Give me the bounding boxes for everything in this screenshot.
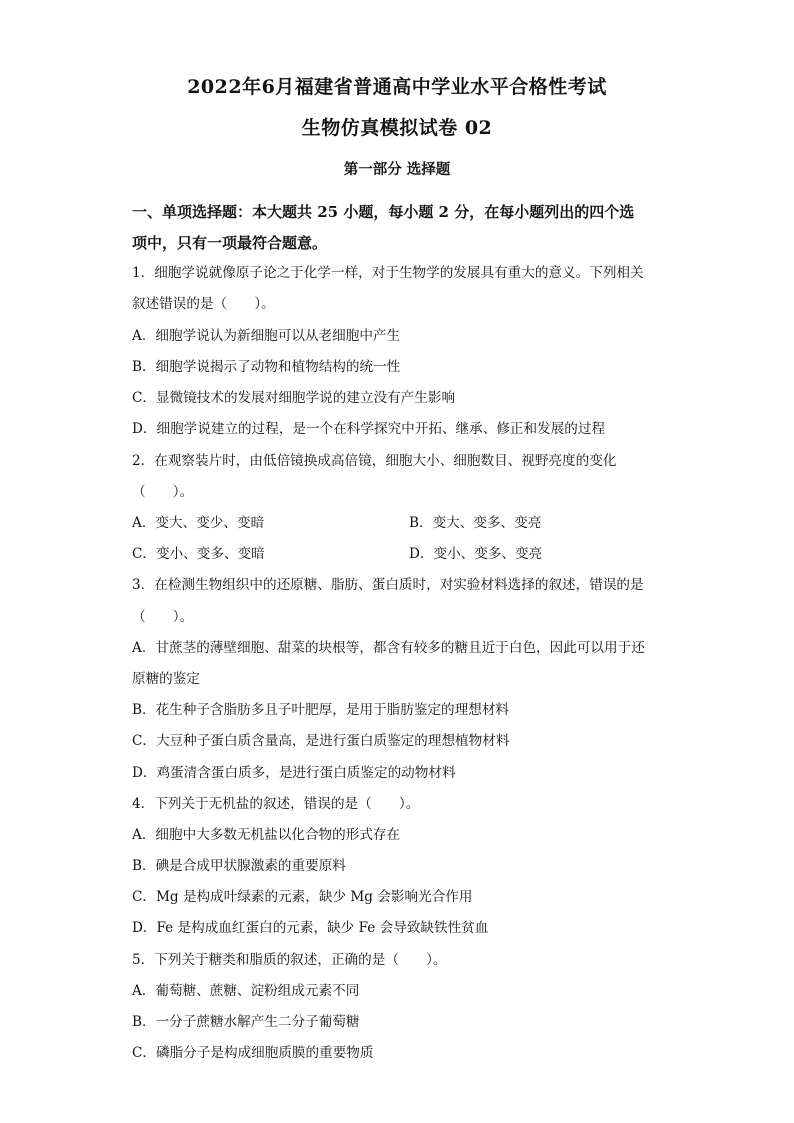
- q4-option-b: B．碘是合成甲状腺激素的重要原料: [132, 858, 346, 874]
- q3-option-a-line1: A．甘蔗茎的薄壁细胞、甜菜的块根等，都含有较多的糖且近于白色，因此可以用于还: [132, 640, 645, 656]
- q4-option-c: C．Mg 是构成叶绿素的元素，缺少 Mg 会影响光合作用: [132, 889, 473, 905]
- q4-option-a: A．细胞中大多数无机盐以化合物的形式存在: [132, 827, 401, 843]
- q3-option-d: D．鸡蛋清含蛋白质多，是进行蛋白质鉴定的动物材料: [132, 765, 456, 781]
- q1-option-a: A．细胞学说认为新细胞可以从老细胞中产生: [132, 328, 401, 344]
- q1-option-b: B．细胞学说揭示了动物和植物结构的统一性: [132, 359, 401, 375]
- part-heading: 第一部分 选择题: [343, 161, 451, 178]
- section-heading-line1: 一、单项选择题：本大题共 25 小题，每小题 2 分，在每小题列出的四个选: [132, 203, 635, 221]
- q1-option-d: D．细胞学说建立的过程，是一个在科学探究中开拓、继承、修正和发展的过程: [132, 421, 606, 437]
- q5-option-b: B．一分子蔗糖水解产生二分子葡萄糖: [132, 1014, 360, 1030]
- q2-stem-line2: （ ）。: [132, 484, 194, 500]
- q2-stem-line1: 2．在观察装片时，由低倍镜换成高倍镜，细胞大小、细胞数目、视野亮度的变化: [132, 453, 617, 469]
- q1-stem-line2: 叙述错误的是（ ）。: [132, 296, 275, 312]
- q1-option-c: C．显微镜技术的发展对细胞学说的建立没有产生影响: [132, 390, 456, 406]
- q2-option-c: C．变小、变多、变暗: [132, 546, 265, 562]
- q3-stem-line2: （ ）。: [132, 609, 194, 625]
- q2-option-a: A．变大、变少、变暗: [132, 515, 265, 531]
- q4-stem: 4．下列关于无机盐的叙述，错误的是（ ）。: [132, 796, 420, 812]
- q5-option-a: A．葡萄糖、蔗糖、淀粉组成元素不同: [132, 983, 360, 999]
- q3-stem-line1: 3．在检测生物组织中的还原糖、脂肪、蛋白质时，对实验材料选择的叙述，错误的是: [132, 577, 644, 593]
- q4-option-d: D．Fe 是构成血红蛋白的元素，缺少 Fe 会导致缺铁性贫血: [132, 920, 489, 936]
- q1-stem-line1: 1．细胞学说就像原子论之于化学一样，对于生物学的发展具有重大的意义。下列相关: [132, 265, 644, 281]
- exam-subtitle: 生物仿真模拟试卷 02: [301, 117, 493, 139]
- q2-option-d: D．变小、变多、变亮: [409, 546, 543, 562]
- section-heading: [132, 197, 672, 259]
- q3-option-a-line2: 原糖的鉴定: [132, 671, 200, 687]
- q2-option-b: B．变大、变多、变亮: [409, 515, 542, 531]
- q5-stem: 5．下列关于糖类和脂质的叙述，正确的是（ ）。: [132, 952, 447, 968]
- section-heading-line2: 项中，只有一项最符合题意。: [132, 234, 328, 252]
- q5-option-c: C．磷脂分子是构成细胞质膜的重要物质: [132, 1045, 374, 1061]
- q3-option-c: C．大豆种子蛋白质含量高，是进行蛋白质鉴定的理想植物材料: [132, 733, 510, 749]
- exam-title: 2022年6月福建省普通高中学业水平合格性考试: [187, 76, 607, 98]
- q3-option-b: B．花生种子含脂肪多且子叶肥厚，是用于脂肪鉴定的理想材料: [132, 702, 510, 718]
